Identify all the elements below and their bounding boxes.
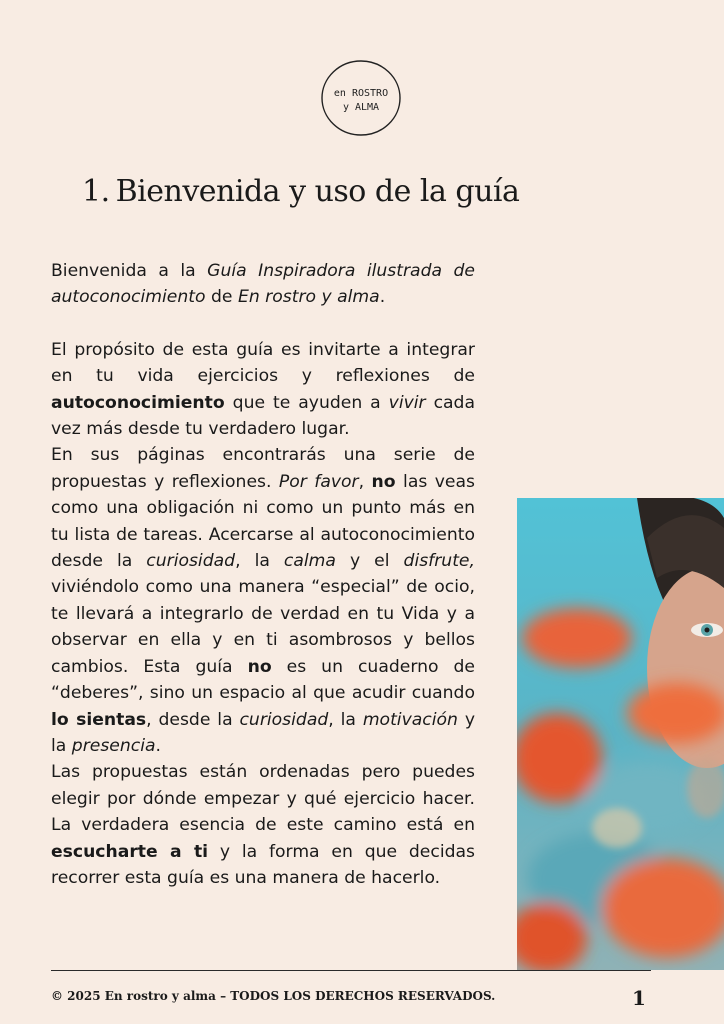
text-run: y la forma en que decidas recorrer esta guía es una manera de hacerlo. xyxy=(51,841,475,888)
text-run: El propósito de esta guía es invitarte a integrar en tu vida ejercicios y reflexiones de xyxy=(51,339,475,387)
text-run: y la xyxy=(51,709,475,756)
text-run-italic: curiosidad xyxy=(146,551,236,572)
text-run-italic: Guía Inspiradora ilustrada de autoconocimiento xyxy=(51,261,475,308)
logo-seal-icon xyxy=(319,58,403,138)
text-run-bold: no xyxy=(371,471,396,492)
text-run-italic: disfrute, xyxy=(403,551,475,572)
text-run: de xyxy=(205,287,238,308)
logo-line-2: y ALMA xyxy=(342,102,380,113)
text-run: y el xyxy=(335,551,404,572)
text-run: , la xyxy=(235,551,284,572)
paragraph-pages xyxy=(51,442,475,759)
paragraph-order xyxy=(51,759,475,891)
logo-line-1: en ROSTRO xyxy=(333,88,389,99)
text-run: , desde la xyxy=(146,709,240,730)
text-run: , la xyxy=(328,709,363,730)
text-run: , xyxy=(358,471,372,492)
text-run-bold: escucharte a ti xyxy=(51,841,209,862)
paragraph-welcome xyxy=(51,258,475,311)
text-run-italic: curiosidad xyxy=(239,709,329,730)
text-run: cada vez más desde tu verdadero lugar. xyxy=(51,392,475,440)
text-run-italic: Por favor xyxy=(278,471,359,492)
text-run-italic: motivación xyxy=(362,709,458,730)
text-run: que te ayuden a xyxy=(224,392,389,413)
text-run: En sus páginas encontrarás una serie de propuestas y reflexiones. xyxy=(51,445,475,492)
text-run: Bienvenida a la xyxy=(51,261,208,281)
page-title xyxy=(82,174,602,209)
text-run-bold: no xyxy=(247,656,272,677)
text-run-bold: lo sientas xyxy=(51,709,147,730)
text-run: es un cuaderno de “deberes”, sino un espacio al que acudir cuando xyxy=(51,656,475,704)
text-run: . xyxy=(155,735,161,756)
text-run: Las propuestas están ordenadas pero puedes elegir por dónde empezar y qué ejercicio hacer. La verdadera esencia de este camino está en xyxy=(51,762,475,836)
text-run: viviéndolo como una manera “especial” de ocio, te llevará a integrarlo de verdad en tu Vida y a observar en ella y en ti asombrosos y bellos cambios. Esta guía xyxy=(51,577,475,677)
footer-divider xyxy=(51,970,651,971)
footer-copyright: © 2025 En rostro y alma – TODOS LOS DERECHOS RESERVADOS. xyxy=(51,989,496,1003)
portrait-photo xyxy=(517,498,724,970)
text-run-italic: calma xyxy=(283,551,336,572)
section-title: Bienvenida y uso de la guía xyxy=(115,174,520,209)
text-run: las veas como una obligación ni como un punto más en tu lista de tareas. Acercarse al autoconocimiento desde la xyxy=(51,471,475,572)
body-text xyxy=(51,258,475,891)
paragraph-purpose xyxy=(51,337,475,443)
text-run-bold: autoconocimiento xyxy=(51,392,225,413)
section-number: 1. xyxy=(82,174,110,209)
brand-logo xyxy=(319,58,403,138)
text-run-italic: presencia xyxy=(71,735,156,756)
portrait-flowers-image xyxy=(517,498,724,970)
text-run-italic: En rostro y alma xyxy=(237,287,380,308)
text-run: . xyxy=(379,287,386,308)
text-run-italic: vivir xyxy=(388,392,426,413)
page-number: 1 xyxy=(632,986,646,1010)
